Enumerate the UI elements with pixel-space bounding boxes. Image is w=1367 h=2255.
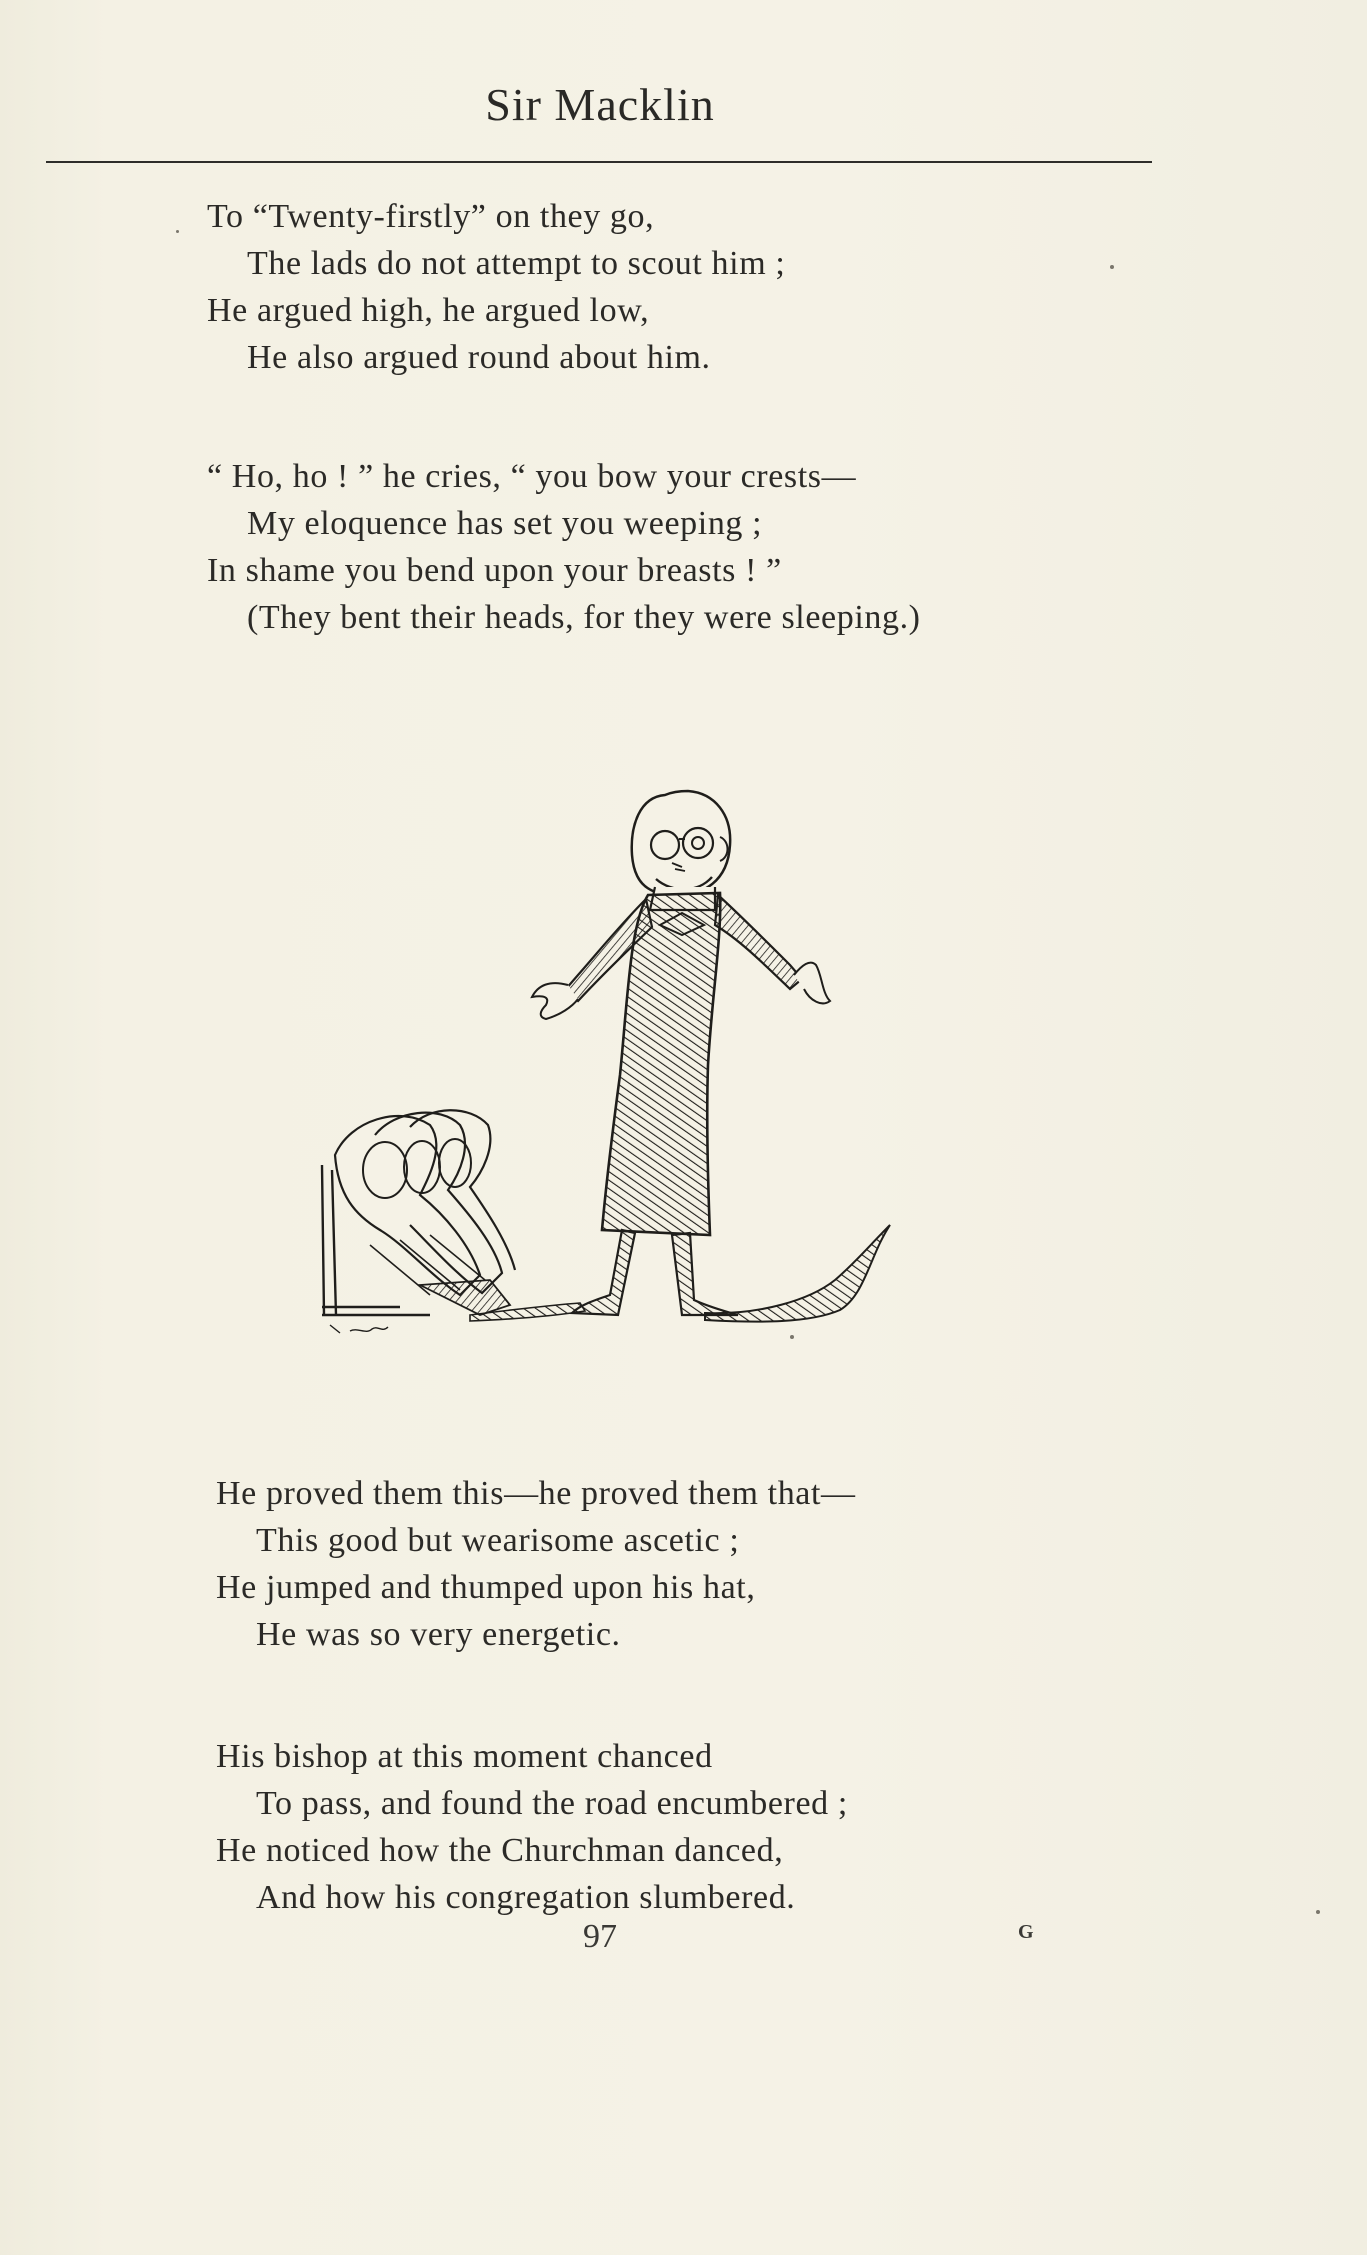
verse-line: (They bent their heads, for they were sleeping.) — [247, 599, 921, 636]
stanza-1 — [207, 193, 785, 381]
verse-line: He argued high, he argued low, — [207, 292, 650, 329]
stanza-3 — [216, 1470, 856, 1658]
stanza-2 — [207, 453, 921, 641]
verse-line: He noticed how the Churchman danced, — [216, 1832, 784, 1869]
verse-line: He was so very energetic. — [256, 1616, 621, 1653]
header-rule — [46, 161, 1152, 163]
verse-line: He jumped and thumped upon his hat, — [216, 1569, 756, 1606]
paper-speck — [790, 1335, 794, 1339]
verse-line: The lads do not attempt to scout him ; — [247, 245, 786, 282]
paper-speck — [1110, 265, 1114, 269]
verse-line: This good but wearisome ascetic ; — [256, 1522, 740, 1559]
verse-line: To “Twenty-firstly” on they go, — [207, 198, 655, 235]
verse-line: My eloquence has set you weeping ; — [247, 505, 763, 542]
page-number: 97 — [583, 1918, 617, 1955]
sleeping-congregation — [322, 1110, 515, 1333]
verse-line: He also argued round about him. — [247, 339, 711, 376]
stanza-4 — [216, 1733, 848, 1921]
paper-speck — [1316, 1910, 1320, 1914]
running-head: Sir Macklin — [485, 79, 715, 130]
verse-line: In shame you bend upon your breasts ! ” — [207, 552, 782, 589]
verse-line: To pass, and found the road encumbered ; — [256, 1785, 848, 1822]
verse-line: “ Ho, ho ! ” he cries, “ you bow your crests— — [207, 458, 857, 495]
verse-line: He proved them this—he proved them that— — [216, 1475, 856, 1512]
verse-line: And how his congregation slumbered. — [256, 1879, 796, 1916]
preacher-with-sleeping-congregation-illustration — [310, 775, 920, 1350]
paper-speck — [176, 230, 179, 233]
preacher-figure — [470, 791, 890, 1322]
signature-mark: G — [1018, 1921, 1034, 1943]
verse-line: His bishop at this moment chanced — [216, 1738, 713, 1775]
